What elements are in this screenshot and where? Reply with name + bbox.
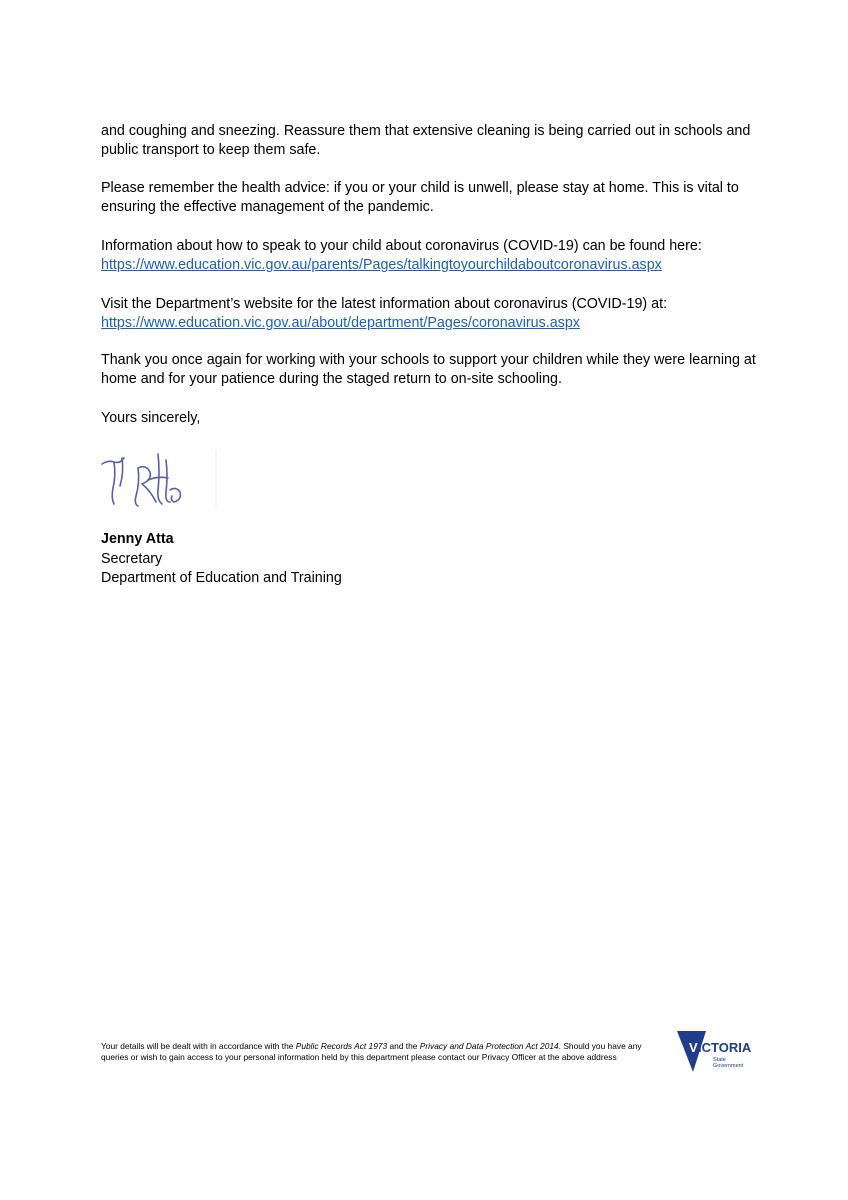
closing-salutation: Yours sincerely, — [101, 410, 201, 426]
paragraph-cleaning-reassurance: and coughing and sneezing. Reassure them that extensive cleaning is being carried out in schools and public transport to keep them safe. — [101, 123, 751, 158]
signatory-name: Jenny Atta — [101, 531, 174, 547]
logo-line-government: Government — [713, 1063, 744, 1069]
privacy-footer — [101, 1041, 671, 1063]
footer-act-privacy: Privacy and Data Protection Act 2014 — [419, 1041, 559, 1051]
signatory-block — [101, 530, 342, 589]
logo-wordmark: ICTORIA — [698, 1040, 752, 1055]
paragraph-talking-to-child — [101, 237, 761, 275]
paragraph-department-website — [101, 295, 761, 333]
footer-text-part2: and the — [387, 1041, 420, 1051]
victoria-state-government-logo — [676, 1030, 756, 1074]
handwritten-signature — [98, 446, 220, 510]
footer-text-part3: . Should you have any queries or wish to gain access to your personal information held by this department please contact our Privacy Officer at the above address — [101, 1041, 642, 1062]
paragraph-health-advice: Please remember the health advice: if you or your child is unwell, please stay at home. This is vital to ensuring the effective management of the pandemic. — [101, 180, 739, 215]
department-coronavirus-link[interactable]: https://www.education.vic.gov.au/about/department/Pages/coronavirus.aspx — [101, 315, 580, 331]
signatory-title: Secretary — [101, 550, 163, 567]
footer-act-public-records: Public Records Act 1973 — [295, 1041, 388, 1051]
paragraph-thank-you: Thank you once again for working with your schools to support your children while they were learning at home and for your patience during the staged return to on-site schooling. — [101, 352, 756, 387]
signatory-department: Department of Education and Training — [101, 570, 342, 586]
paragraph-talking-to-child-text: Information about how to speak to your child about coronavirus (COVID-19) can be found here: — [101, 238, 702, 254]
talking-to-child-link[interactable]: https://www.education.vic.gov.au/parents/Pages/talkingtoyourchildaboutcoronavirus.aspx — [101, 257, 662, 273]
footer-text-part1: Your details will be dealt with in accordance with the — [101, 1041, 296, 1051]
logo-line-state: State — [713, 1057, 726, 1063]
paragraph-department-website-text: Visit the Department’s website for the latest information about coronavirus (COVID-19) at: — [101, 296, 668, 312]
logo-wordmark-v: V — [689, 1040, 698, 1055]
